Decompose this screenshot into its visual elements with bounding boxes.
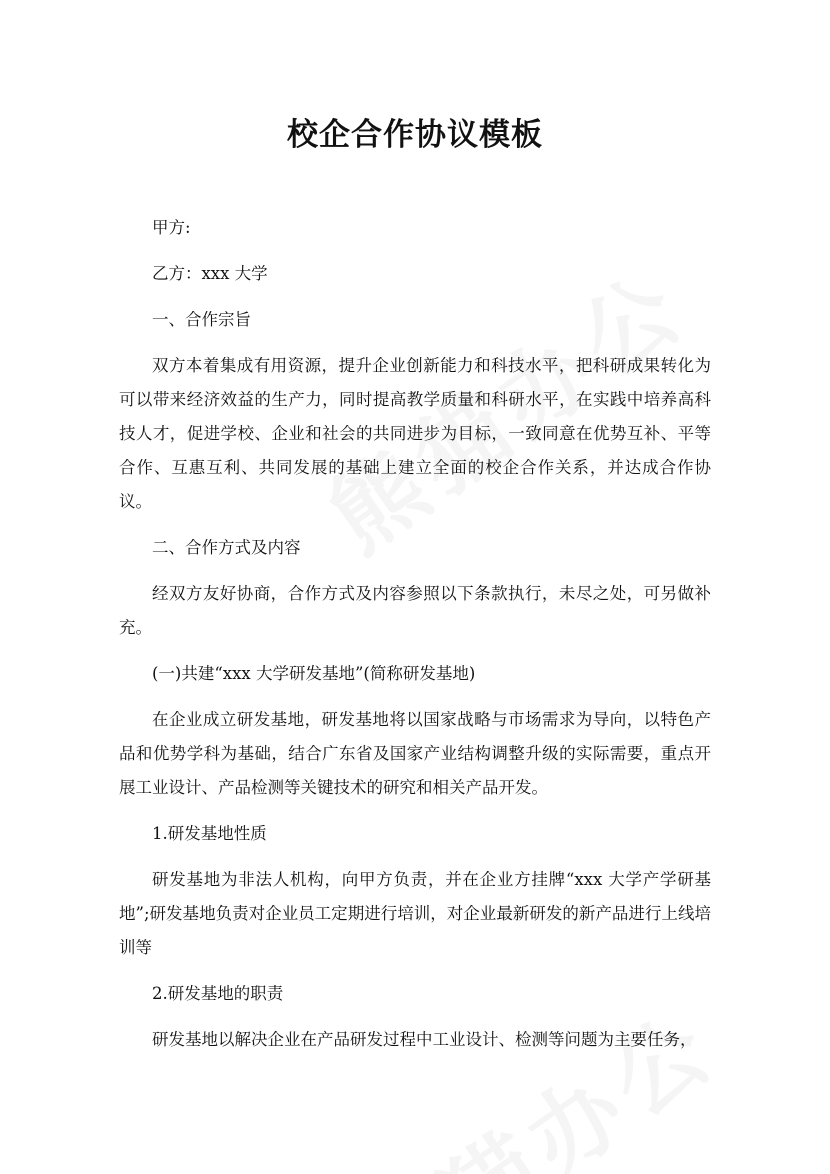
item-heading-duties: 2.研发基地的职责 bbox=[152, 984, 284, 1003]
cooperation-intro-paragraph: 经双方友好协商，合作方式及内容参照以下条款执行，未尽之处，可另做补充。 bbox=[119, 584, 711, 637]
party-a-line: 甲方: bbox=[152, 218, 191, 237]
document-title: 校企合作协议模板 bbox=[287, 117, 543, 153]
party-b-line: 乙方：xxx 大学 bbox=[152, 264, 268, 283]
nature-paragraph: 研发基地为非法人机构，向甲方负责，并在企业方挂牌“xxx 大学产学研基地”;研发基地负责对企业员工定期进行培训，对企业最新研发的新产品进行上线培训等 bbox=[119, 870, 711, 957]
rd-base-paragraph: 在企业成立研发基地，研发基地将以国家战略与市场需求为导向，以特色产品和优势学科为基础，结合广东省及国家产业结构调整升级的实际需要，重点开展工业设计、产品检测等关键技术的研究和相关产品开发。 bbox=[119, 710, 711, 797]
purpose-paragraph: 双方本着集成有用资源，提升企业创新能力和科技水平，把科研成果转化为可以带来经济效益的生产力，同时提高教学质量和科研水平，在实践中培养高科技人才，促进学校、企业和社会的共同进步为目标，一致同意在优势互补、平等合作、互惠互利、共同发展的基础上建立全面的校企合作关系，并达成合作协议。 bbox=[119, 356, 711, 511]
section-heading-cooperation: 二、合作方式及内容 bbox=[152, 538, 301, 557]
subsection-heading-rd-base: (一)共建“xxx 大学研发基地”(简称研发基地) bbox=[152, 664, 476, 683]
item-heading-nature: 1.研发基地性质 bbox=[152, 824, 267, 843]
section-heading-purpose: 一、合作宗旨 bbox=[152, 310, 251, 329]
document-body bbox=[119, 211, 711, 1069]
duties-paragraph: 研发基地以解决企业在产品研发过程中工业设计、检测等问题为主要任务， bbox=[152, 1030, 697, 1049]
